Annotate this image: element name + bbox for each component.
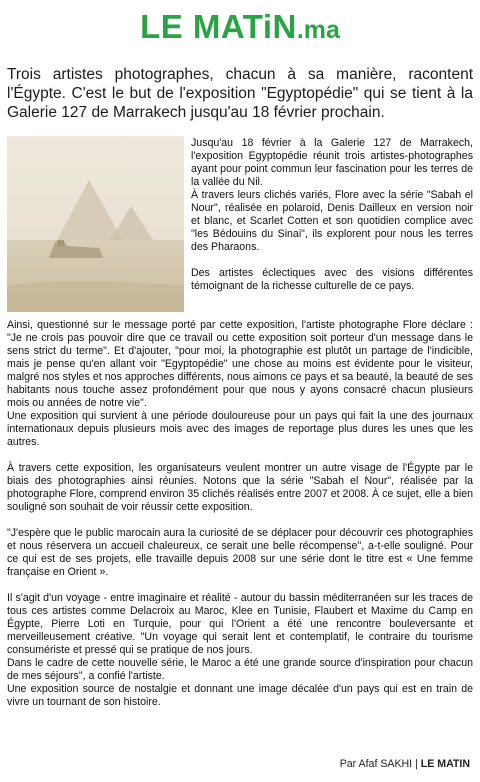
body-paragraph: Ainsi, questionné sur le message porté par cette exposition, l'artiste photographe Flore déclare : "Je ne crois pas pouvoir dire que ce travail ou cette exposition soit porteur d'un message dans le sens strict du terme". Et d'ajouter, "pour moi, la photographie est plutôt un partage de l'indicible, mais je pense qu'en allant voir "Egyptopédie" une chose au moins est évidente pour le visiteur, malgré nos styles et nos approches différents, nous aimons ce pays et sa beauté, la beauté de ses habitants nous touche assez profondément pour que nous y ayons consacré chacun plusieurs mois ou années de notre vie". [7, 319, 473, 409]
article-body [7, 319, 473, 709]
body-paragraph: Dans le cadre de cette nouvelle série, le Maroc a été une grande source d'inspiration pour chacun de mes séjours", a confié l'artiste. [7, 657, 473, 682]
body-paragraph: À travers cette exposition, les organisateurs veulent montrer un autre visage de l'Égypte par le biais des photographies ainsi réunies. Notons que la série "Sabah el Nour", réalisée par la photographe Flore, comprend environ 35 clichés réalisés entre 2007 et 2008. À ce sujet, elle a bien souligné son souhait de voir réussir cette exposition. [7, 462, 473, 513]
article-byline [340, 758, 470, 770]
body-paragraph: Il s'agit d'un voyage - entre imaginaire et réalité - autour du bassin méditerranéen sur les traces de tous ces artistes comme Delacroix au Maroc, Klee en Tunisie, Flaubert et Maxime du Camp en Égypte, Pierre Loti en Turquie, pour qui l'Orient a été une rencontre bouleversante et merveilleusement créative. "Un voyage qui serait lent et contemplatif, le contraire du tourisme consumériste et pressé qui se pratique de nos jours. [7, 592, 473, 656]
side-paragraph: Jusqu'au 18 février à la Galerie 127 de Marrakech, l'exposition Egyptopédie réunit trois artistes-photographes ayant pour point commun leur fascination pour les terres de la vallée du Nil. [191, 137, 473, 188]
side-paragraph: Des artistes éclectiques avec des visions différentes témoignant de la richesse culturelle de ce pays. [191, 267, 473, 292]
logo-domain: .ma [296, 16, 340, 44]
body-paragraph: Une exposition qui survient à une période douloureuse pour un pays qui fait la une des journaux internationaux depuis plusieurs mois avec des images de reportage plus dures les unes que les autres. [7, 410, 473, 448]
pyramids-sphinx-image [7, 136, 184, 312]
site-logo[interactable] [0, 8, 480, 46]
article-sidebar-text [191, 137, 473, 293]
body-paragraph: Une exposition source de nostalgie et donnant une image décalée d'un pays qui est en train de vivre un tournant de son histoire. [7, 683, 473, 708]
logo-wordmark: LE MATiN [140, 8, 297, 45]
article-photo [7, 136, 184, 312]
body-paragraph: "J'espère que le public marocain aura la curiosité de se déplacer pour découvrir ces photographies et nous réservera un accueil chaleureux, ce serait une belle récompense", a-t-elle souligné. Pour ce qui est de ses projets, elle travaille depuis 2008 sur une série dont le titre est « Une femme française en Orient ». [7, 527, 473, 578]
article-lead: Trois artistes photographes, chacun à sa manière, racontent l'Égypte. C'est le but de l'exposition "Egyptopédie" qui se tient à la Galerie 127 de Marrakech jusqu'au 18 février prochain. [7, 66, 473, 121]
byline-author: Par Afaf SAKHI | [339, 758, 421, 770]
side-paragraph: À travers leurs clichés variés, Flore avec la série "Sabah el Nour", réalisée en polaroid, Denis Dailleux en version noir et blanc, et Scarlet Cotten et son quotidien complice avec "les Bédouins du Sinai", ils explorent pour nous les terres des Pharaons. [191, 189, 473, 253]
byline-outlet: LE MATIN [420, 758, 470, 770]
